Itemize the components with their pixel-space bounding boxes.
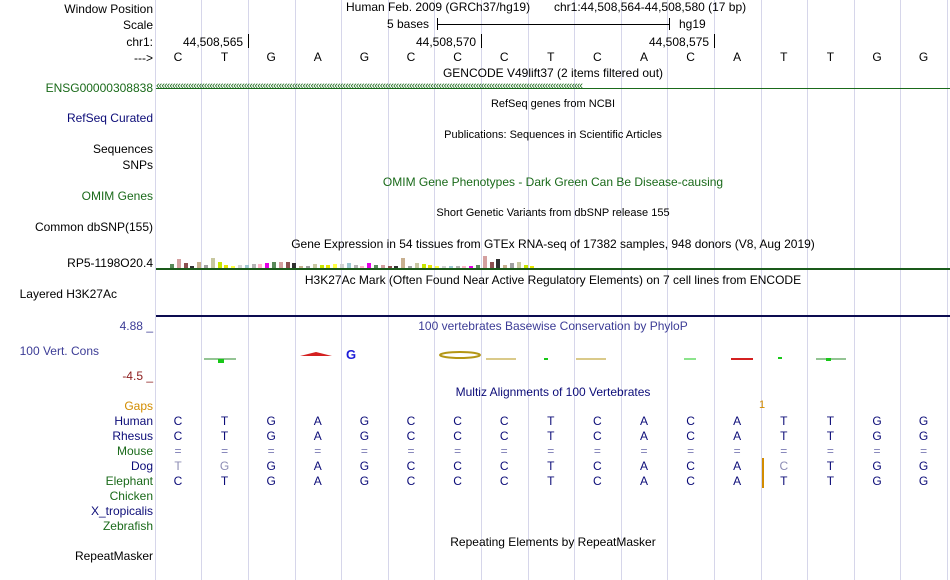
cons-base-7 — [440, 352, 480, 358]
track-label-gaps[interactable]: Gaps — [124, 399, 153, 413]
reference-base: C — [593, 50, 602, 64]
gtex-expression-bars[interactable] — [170, 252, 550, 268]
track-title-dbsnp[interactable]: Short Genetic Variants from dbSNP release 155 — [436, 207, 670, 219]
cons-max-value: 4.88 _ — [119, 319, 153, 333]
track-title-multiz[interactable]: Multiz Alignments of 100 Vertebrates — [455, 385, 651, 399]
species-label[interactable]: Chicken — [109, 489, 153, 503]
alignment-base: T — [826, 474, 835, 488]
track-title-phylop[interactable]: 100 vertebrates Basewise Conservation by PhyloP — [418, 319, 688, 333]
reference-base: C — [499, 50, 509, 64]
alignment-base: C — [406, 459, 416, 473]
track-title-refseq[interactable]: RefSeq genes from NCBI — [490, 98, 616, 110]
gtex-tissue-bar[interactable] — [177, 259, 181, 268]
track-label-repeatmasker[interactable]: RepeatMasker — [74, 549, 153, 563]
gtex-tissue-bar[interactable] — [483, 256, 487, 268]
reference-base: C — [406, 50, 416, 64]
reference-base: A — [313, 50, 322, 64]
window-position-value: chr1:44,508,564-44,508,580 (17 bp) — [554, 0, 747, 14]
species-label[interactable]: Rhesus — [112, 429, 153, 443]
alignment-base: G — [266, 459, 276, 473]
reference-base: T — [220, 50, 229, 64]
alignment-base: C — [593, 429, 602, 443]
alignment-base: A — [733, 474, 742, 488]
alignment-base: T — [220, 429, 229, 443]
alignment-base: C — [453, 474, 462, 488]
alignment-base: C — [686, 459, 695, 473]
alignment-base: A — [639, 459, 648, 473]
alignment-base: T — [547, 429, 555, 443]
reference-base: C — [173, 50, 183, 64]
alignment-base: G — [266, 414, 276, 428]
track-label-column — [0, 0, 155, 580]
alignment-base: = — [500, 444, 508, 458]
alignment-base: G — [872, 414, 882, 428]
alignment-base: T — [780, 414, 788, 428]
alignment-base: G — [872, 459, 882, 473]
cons-min-value: -4.5 _ — [122, 369, 153, 383]
scale-bar-text: 5 bases — [387, 17, 430, 31]
alignment-base: G — [359, 459, 370, 473]
alignment-base: = — [920, 444, 928, 458]
alignment-base: T — [220, 474, 229, 488]
alignment-base: A — [639, 429, 648, 443]
alignment-base: C — [593, 414, 602, 428]
species-label[interactable]: Elephant — [105, 474, 153, 488]
species-label[interactable]: Human — [114, 414, 153, 428]
alignment-base: T — [780, 429, 788, 443]
alignment-base: C — [499, 429, 509, 443]
alignment-base: T — [780, 474, 788, 488]
alignment-base: A — [733, 429, 742, 443]
alignment-base: T — [220, 414, 229, 428]
gap-insertion-marker — [762, 458, 764, 488]
alignment-base: = — [780, 444, 788, 458]
alignment-base: T — [547, 414, 555, 428]
alignment-base: A — [313, 414, 322, 428]
track-label-omim[interactable]: OMIM Genes — [81, 189, 153, 203]
alignment-base: G — [359, 429, 370, 443]
coord-label-3: 44,508,575 — [649, 35, 710, 49]
alignment-base: C — [173, 414, 183, 428]
track-label-common-dbsnp[interactable]: Common dbSNP(155) — [34, 220, 153, 234]
chr-label: chr1: — [126, 35, 153, 49]
cons-base-2 — [218, 359, 224, 363]
alignment-base: C — [593, 474, 602, 488]
track-title-gencode[interactable]: GENCODE V49lift37 (2 items filtered out) — [442, 66, 664, 80]
track-label-refseq[interactable]: RefSeq Curated — [66, 111, 153, 125]
alignment-base: A — [639, 474, 648, 488]
window-position-label: Window Position — [64, 2, 153, 16]
alignment-base: = — [454, 444, 462, 458]
reference-base: G — [918, 50, 929, 64]
conservation-logo — [156, 340, 950, 372]
alignment-base: = — [360, 444, 368, 458]
alignment-base: G — [359, 474, 370, 488]
assembly-name: Human Feb. 2009 (GRCh37/hg19) — [346, 0, 531, 14]
species-label[interactable]: Zebrafish — [102, 519, 153, 533]
reference-base: A — [733, 50, 742, 64]
alignment-base: T — [547, 474, 555, 488]
alignment-base: C — [173, 429, 183, 443]
track-title-repeatmasker[interactable]: Repeating Elements by RepeatMasker — [450, 535, 656, 549]
alignment-base: = — [267, 444, 275, 458]
alignment-base: C — [499, 474, 509, 488]
alignment-base: T — [826, 429, 835, 443]
cons-base-14 — [778, 357, 782, 359]
alignment-base: A — [733, 459, 742, 473]
alignment-base: C — [406, 414, 416, 428]
coord-tick-1 — [248, 34, 249, 48]
alignment-base: C — [686, 474, 695, 488]
track-label-sequences[interactable]: Sequences — [92, 142, 153, 156]
alignment-base: = — [826, 444, 834, 458]
alignment-base: C — [453, 459, 462, 473]
track-title-h3k27ac[interactable]: H3K27Ac Mark (Often Found Near Active Regulatory Elements) on 7 cell lines from ENCODE — [304, 273, 802, 287]
alignment-base: G — [918, 429, 929, 443]
track-title-publications[interactable]: Publications: Sequences in Scientific Articles — [444, 129, 662, 141]
alignment-base: = — [174, 444, 182, 458]
alignment-base: C — [406, 474, 416, 488]
cons-base-15-peak — [826, 358, 831, 361]
reference-base: T — [826, 50, 835, 64]
alignment-base: G — [219, 459, 230, 473]
coord-label-1: 44,508,565 — [183, 35, 244, 49]
alignment-base: G — [872, 429, 882, 443]
reference-base: G — [359, 50, 370, 64]
alignment-base: G — [918, 459, 929, 473]
scale-label: Scale — [122, 18, 153, 32]
track-label-ensg[interactable]: ENSG00000308838 — [45, 81, 153, 95]
alignment-base: C — [173, 474, 183, 488]
track-label-vert-cons[interactable]: 100 Vert. Cons — [19, 344, 99, 358]
cons-base-4 — [300, 352, 332, 356]
alignment-base: = — [640, 444, 648, 458]
alignment-base: = — [314, 444, 322, 458]
scale-db: hg19 — [679, 17, 706, 31]
alignment-base: = — [407, 444, 415, 458]
alignment-base: = — [873, 444, 881, 458]
alignment-base: A — [313, 429, 322, 443]
cons-base-5: G — [346, 347, 357, 362]
species-label[interactable]: Dog — [130, 459, 153, 473]
strand-arrow-label: ---> — [134, 51, 153, 65]
gtex-tissue-bar[interactable] — [496, 259, 500, 268]
alignment-base: = — [221, 444, 229, 458]
alignment-base: A — [313, 459, 322, 473]
alignment-base: = — [547, 444, 555, 458]
alignment-base: G — [918, 414, 929, 428]
gap-count: 1 — [759, 399, 766, 411]
reference-base: C — [453, 50, 462, 64]
track-label-rp5[interactable]: RP5-1198O20.4 — [67, 256, 153, 270]
alignment-base: C — [593, 459, 602, 473]
track-title-gtex[interactable]: Gene Expression in 54 tissues from GTEx RNA-seq of 17382 samples, 948 donors (V8, Aug 2019) — [291, 237, 815, 251]
alignment-base: A — [639, 414, 648, 428]
reference-base: C — [686, 50, 695, 64]
scale-bar-right-tick — [669, 18, 670, 30]
alignment-base: C — [406, 429, 416, 443]
reference-base: A — [639, 50, 648, 64]
gtex-tissue-bar[interactable] — [401, 258, 405, 268]
track-label-h3k27ac[interactable]: Layered H3K27Ac — [19, 287, 117, 301]
alignment-base: A — [313, 474, 322, 488]
alignment-base: C — [453, 414, 462, 428]
reference-base: T — [780, 50, 788, 64]
scale-bar-left-tick — [437, 18, 438, 30]
coord-label-2: 44,508,570 — [416, 35, 477, 49]
alignment-base: T — [547, 459, 555, 473]
alignment-base: C — [499, 414, 509, 428]
alignment-base: C — [779, 459, 789, 473]
alignment-base: G — [918, 474, 929, 488]
h3k27ac-baseline — [156, 315, 950, 317]
alignment-base: T — [826, 414, 835, 428]
gtex-baseline — [156, 268, 950, 270]
coord-tick-2 — [481, 34, 482, 48]
alignment-base: G — [266, 474, 276, 488]
gene-strand-arrows: ‹‹‹‹‹‹‹‹‹‹‹‹‹‹‹‹‹‹‹‹‹‹‹‹‹‹‹‹‹‹‹‹‹‹‹‹‹‹‹‹‹‹‹‹‹‹‹‹‹‹‹‹‹‹‹‹‹‹‹‹‹‹‹‹‹‹‹‹‹‹‹‹‹‹‹‹‹‹‹‹‹‹‹‹‹‹‹‹‹‹‹‹‹‹‹‹‹‹‹‹‹‹‹‹‹‹‹‹‹‹‹‹‹‹‹‹‹‹‹‹‹‹‹‹‹‹‹‹‹‹‹‹‹‹‹‹‹‹‹‹‹‹‹‹‹‹‹‹‹‹‹‹‹‹‹‹‹‹‹‹ — [156, 80, 583, 92]
gtex-tissue-bar[interactable] — [211, 258, 215, 268]
alignment-base: C — [686, 429, 695, 443]
alignment-base: A — [733, 414, 742, 428]
species-label[interactable]: Mouse — [116, 444, 153, 458]
alignment-base: = — [733, 444, 741, 458]
track-label-snps[interactable]: SNPs — [122, 158, 153, 172]
alignment-base: G — [872, 474, 882, 488]
alignment-base: T — [174, 459, 182, 473]
species-label[interactable]: X_tropicalis — [90, 504, 153, 518]
alignment-base: C — [453, 429, 462, 443]
alignment-base: C — [686, 414, 695, 428]
reference-base: G — [872, 50, 882, 64]
reference-base: G — [266, 50, 276, 64]
alignment-base: G — [266, 429, 276, 443]
alignment-base: G — [359, 414, 370, 428]
alignment-base: T — [826, 459, 835, 473]
cons-base-9 — [544, 358, 548, 360]
alignment-base: = — [593, 444, 601, 458]
alignment-base: = — [687, 444, 695, 458]
scale-bar — [437, 24, 669, 25]
coord-tick-3 — [714, 34, 715, 48]
reference-base: T — [547, 50, 555, 64]
track-title-omim[interactable]: OMIM Gene Phenotypes - Dark Green Can Be Disease-causing — [382, 175, 724, 189]
alignment-base: C — [499, 459, 509, 473]
